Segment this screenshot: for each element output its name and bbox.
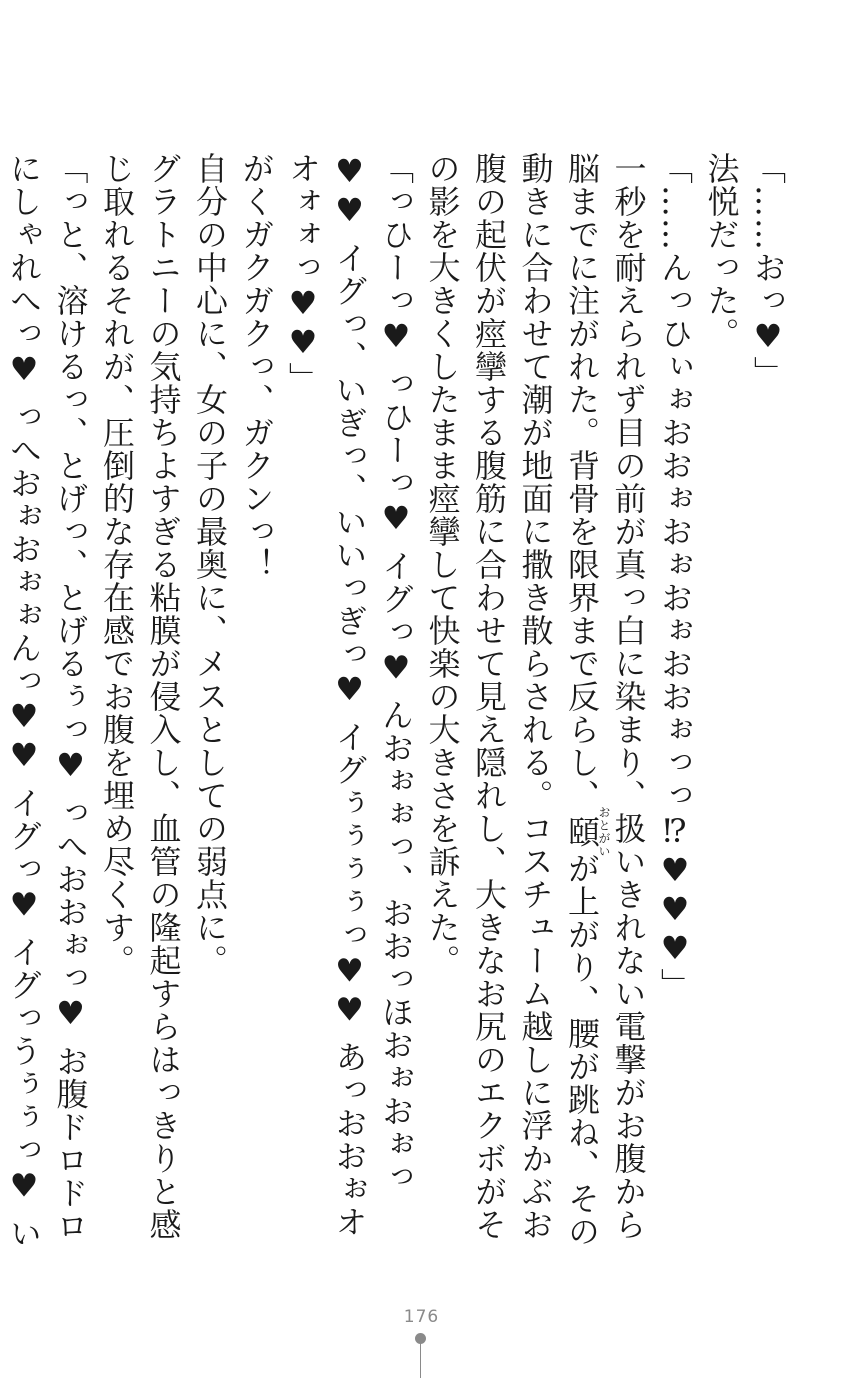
body-text <box>5 152 791 1262</box>
dialogue-line-3: 「っひーっ♥ っひーっ♥ イグっ♥ んおぉぉっ、おおっほおぉおぉっ♥♥ イグっ、いぎっ、いいっぎっ♥ イグぅぅぅぅっ♥♥ あっおおぉオオォォっ♥♥」 <box>284 152 415 1239</box>
ruby-reading: おとがい <box>597 806 611 858</box>
dialogue-line-1: 「……おっ♥」 <box>749 152 787 389</box>
narration-line-1: 法悦だった。 <box>702 152 741 350</box>
narration-paragraph-1: 一秒を耐えられず目の前が真っ白に染まり、扱いきれない電撃がお腹から脳までに注がれた。背骨を限界まで反らし、頤おとがいが上がり、腰が跳ね、その動きに合わせて潮が地面に撒き散らされる。コスチューム越しに浮かぶお腹の起伏が痙攣する腹筋に合わせて見え隠れし、大きなお尻のエクボがその影を大きくしたまま痙攣して快楽の大きさを訴えた。 <box>423 152 648 1248</box>
narration-paragraph-2: グラトニーの気持ちよすぎる粘膜が侵入し、血管の隆起すらはっきりと感じ取れるそれが、圧倒的な存在感でお腹を埋め尽くす。 <box>98 152 183 1241</box>
narration-line-3: 自分の中心に、女の子の最奥に、メスとしての弱点に。 <box>191 152 229 977</box>
dialogue-line-2: 「……んっひぃぉおおぉおぉおぉおおぉっっ⁉♥♥♥」 <box>656 152 694 1001</box>
narration-line-2: がくガクガクっ、ガクンっ！ <box>237 152 276 581</box>
page-marker-line <box>420 1343 421 1378</box>
page-number: 176 <box>403 1307 440 1327</box>
ruby-annotation: 頤おとがい <box>563 806 611 858</box>
dialogue-line-4: 「っと、溶けるっ、とげっ、とげるぅっ♥ っへおおぉっ♥ お腹ドロドロにしゃれへっ♥ っへおぉおぉぉんっ♥♥ イグっ♥ イグっうぅぅっ♥ い <box>5 152 90 1250</box>
